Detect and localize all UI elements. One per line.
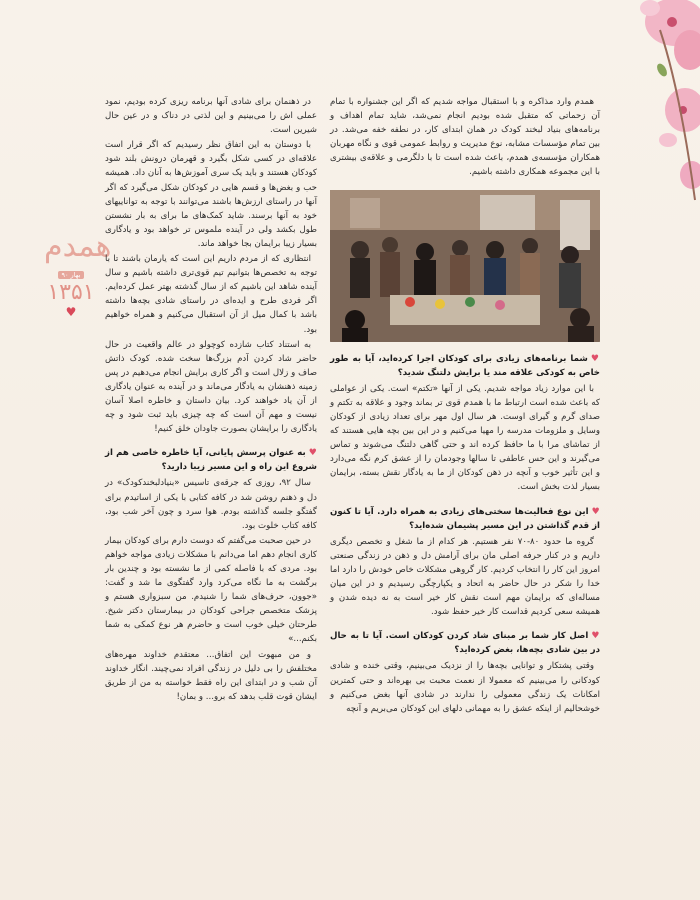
left-column — [105, 95, 317, 705]
event-photo — [330, 190, 600, 342]
answer-3: وقتی پشتکار و توانایی بچه‌ها را از نزدیک می‌بینیم، وقتی خنده و شادی کودکانی را می‌بینیم که معمولا از نعمت محبت بی بهره‌اند و حتی کمترین امکانات یک زندگی معمولی را ندارند در شادی آنها بغض می‌کنیم و خوشحالیم از اینکه عشق را به مهمانی دلهای این کودکان می‌بریم و آنچه — [330, 661, 600, 714]
heart-icon: ♥ — [591, 506, 600, 517]
logo-title: همدم — [44, 229, 112, 264]
question-4: ♥به عنوان پرسش پایانی، آیا خاطره خاصی هم از شروع این راه و این مسیر زیبا دارید؟ — [105, 448, 317, 473]
answer-4c: و من مبهوت این اتفاق... معتقدم خداوند مهره‌های مختلفش را بی دلیل در زندگی افراد نمی‌چیند. انگار خداوند آن شب و در ابتدای این راه فقط خواسته به من از طریق ایشان قوت قلب بدهد که برو... و بمان! — [105, 649, 317, 702]
answer-1: با این موارد زیاد مواجه شدیم. یکی از آنها «تکتم» است. یکی از عواملی که باعث شده است ارتباط ما با همدم قوی تر بماند وجود و علاقه به تکتم و صدای گرم و گیرای اوست. هر سال اول مهر برای تعداد زیادی از کودکان وسایل و ملزومات مدرسه را مهیا می‌کنیم و در این بین بچه هایی هستند که از تماشای مرا با ما حافظ کرده اند و حتی گاهی دلتنگ می‌شوند و تماس می‌گیرند و این حس عاطفی تا سالها وجودمان را از عشق کرم نگه می‌دارد و این تأثیر خوب و آنچه در ذهن کودکان از ما به یادگار نقش بسته، برایمان بسیار لذت بخش است. — [330, 383, 600, 493]
answer-2: گروه ما حدود ۸۰-۷۰ نفر هستیم. هر کدام از ما شغل و تخصص دیگری داریم و در کنار حرفه اصلی مان برای آرامش دل و ذهن در زندگی صنعتی امروز این کار را انتخاب کردیم. کار گروهی مشکلات خاص خودش را دارد اما خدا را شکر در حال حاضر به اتحاد و یکپارچگی رسیدیم و در این میان مساله‌ای که برایمان مهم است نقش کار خیر است به نه دیده شدن و همیشه سعی کردیم قداست کار خیر حفظ شود. — [330, 536, 600, 618]
question-1: ♥شما برنامه‌های زیادی برای کودکان اجرا کرده‌اید، آیا به طور خاص به کودکی علاقه مند یا برایش دلتنگ شدید؟ — [330, 353, 600, 378]
answer-4b: در حین صحبت می‌گفتم که دوست دارم برای کودکان بیمار کاری انجام دهم اما می‌دانم با مشکلات زیادی مواجه خواهم بود. مردی که با فاصله کمی از ما نشسته بود و چندین بار برگشت به ما نگاه می‌کرد وارد گفتگوی ما شد و گفت: «جوون، حرف‌های شما را شنیدم. من سبزواری هستم و پزشک متخصص جراحی کودکان در بیمارستان دکتر شیخ. طرحتان خیلی خوب است و حاضرم هر نوع کمکی به شما بکنم...» — [105, 535, 317, 645]
right-column — [330, 95, 600, 717]
answer-4a: سال ۹۲، روزی که جرقه‌ی تاسیس «بنیادلبخندکودک» در دل و ذهنم روشن شد در کافه کتابی با یکی از اساتیدم برای گفتگو جلسه گذاشته بودم. هوا سرد و چون آخر شب بود، کافه کتاب خلوت بود. — [105, 478, 317, 531]
paragraph-4: به استناد کتاب شازده کوچولو در عالم واقعیت در حال حاضر شاد کردن آدم بزرگ‌ها سخت شده. کودک ذاتش صاف و زلال است و اگر کاری برایش انجام می‌دهیم در پس زمینه ذهنشان به یادگار می‌ماند و در آینده به عنوان یادگاری از آن یاد خواهند کرد. بیان داستان و خاطره اصلا آسان نیست و مهم آن است که چه چیزی باید ثبت شود و چه یادگاری را برایشان بصورت جاودان خلق کنیم! — [105, 339, 317, 435]
paragraph-3: انتظاری که از مردم داریم این است که یارمان باشند تا با توجه به تخصص‌ها بتوانیم تیم قوی‌تری داشته باشیم و سال آینده شاهد این باشیم که از سال گذشته بهتر عمل کرده‌ایم. اگر فردی طرح و ایده‌ای در راستای شادی بچه‌ها داشته باشد با کمال میل از آن استقبال می‌کنیم و همراه خواهیم بود. — [105, 254, 317, 335]
question-3: ♥اصل کار شما بر مبنای شاد کردن کودکان است. آیا تا به حال در بین شادی بچه‌ها، بغض کرده‌اید؟ — [330, 631, 600, 656]
logo-season: بهار ۹۰ — [58, 271, 85, 279]
heart-icon: ♥ — [590, 353, 600, 364]
heart-icon: ♥ — [591, 631, 600, 642]
heart-icon: ♥ — [308, 448, 317, 459]
logo-issue: ۱۳۵۱ — [47, 280, 95, 305]
paragraph-1: در ذهنمان برای شادی آنها برنامه ریزی کرده بودیم، نمود عملی اش را می‌بینیم و این لذتی در دناک و در عین حال شیرین است. — [105, 97, 317, 136]
magazine-logo — [44, 229, 112, 319]
flower-decoration — [590, 0, 700, 230]
question-2: ♥این نوع فعالیت‌ها سختی‌های زیادی به همراه دارد. آیا تا کنون از قدم گذاشتن در این مسیر پشیمان شده‌اید؟ — [330, 506, 600, 531]
logo-heart-icon: ♥ — [65, 305, 77, 319]
paragraph-2: با دوستان به این اتفاق نظر رسیدیم که اگر قرار است علاقه‌ای در کسی شکل بگیرد و قهرمان درونش بلند شود کودکان هستند و باید یک سری آموزش‌ها به آنان داد. همیشه حب و بغض‌ها و قسم هایی در کودکان شکل می‌گیرد که اگر آنها در راستای ارزش‌ها باشند می‌توانند با توجه به تواناییهای خود به آنها برسند. شاید کمک‌های ما برای به بار نشستن طول بکشد ولی در آینده ملموس تر خواهد بود و یادگاری بسیار زیبا برایمان بجا خواهد ماند. — [105, 140, 317, 249]
intro-paragraph: همدم وارد مذاکره و با استقبال مواجه شدیم که اگر این جشنواره با تمام آن زحماتی که متقبل شده بودیم انجام نمی‌شد، شاید تمام اهداف و برنامه‌های بنیاد لبخند کودک در همان ابتدای کار، در نطفه خفه می‌شد. در بین تمام مؤسسات مشابه، نوع مدیریت و روابط عمومی قوی و نگاه مهربان همکاران مؤسسه‌ی همدم، باعث شده است تا با دلگرمی و علاقه‌ی بیشتری با این مجموعه همکاری داشته باشیم. — [330, 97, 600, 178]
